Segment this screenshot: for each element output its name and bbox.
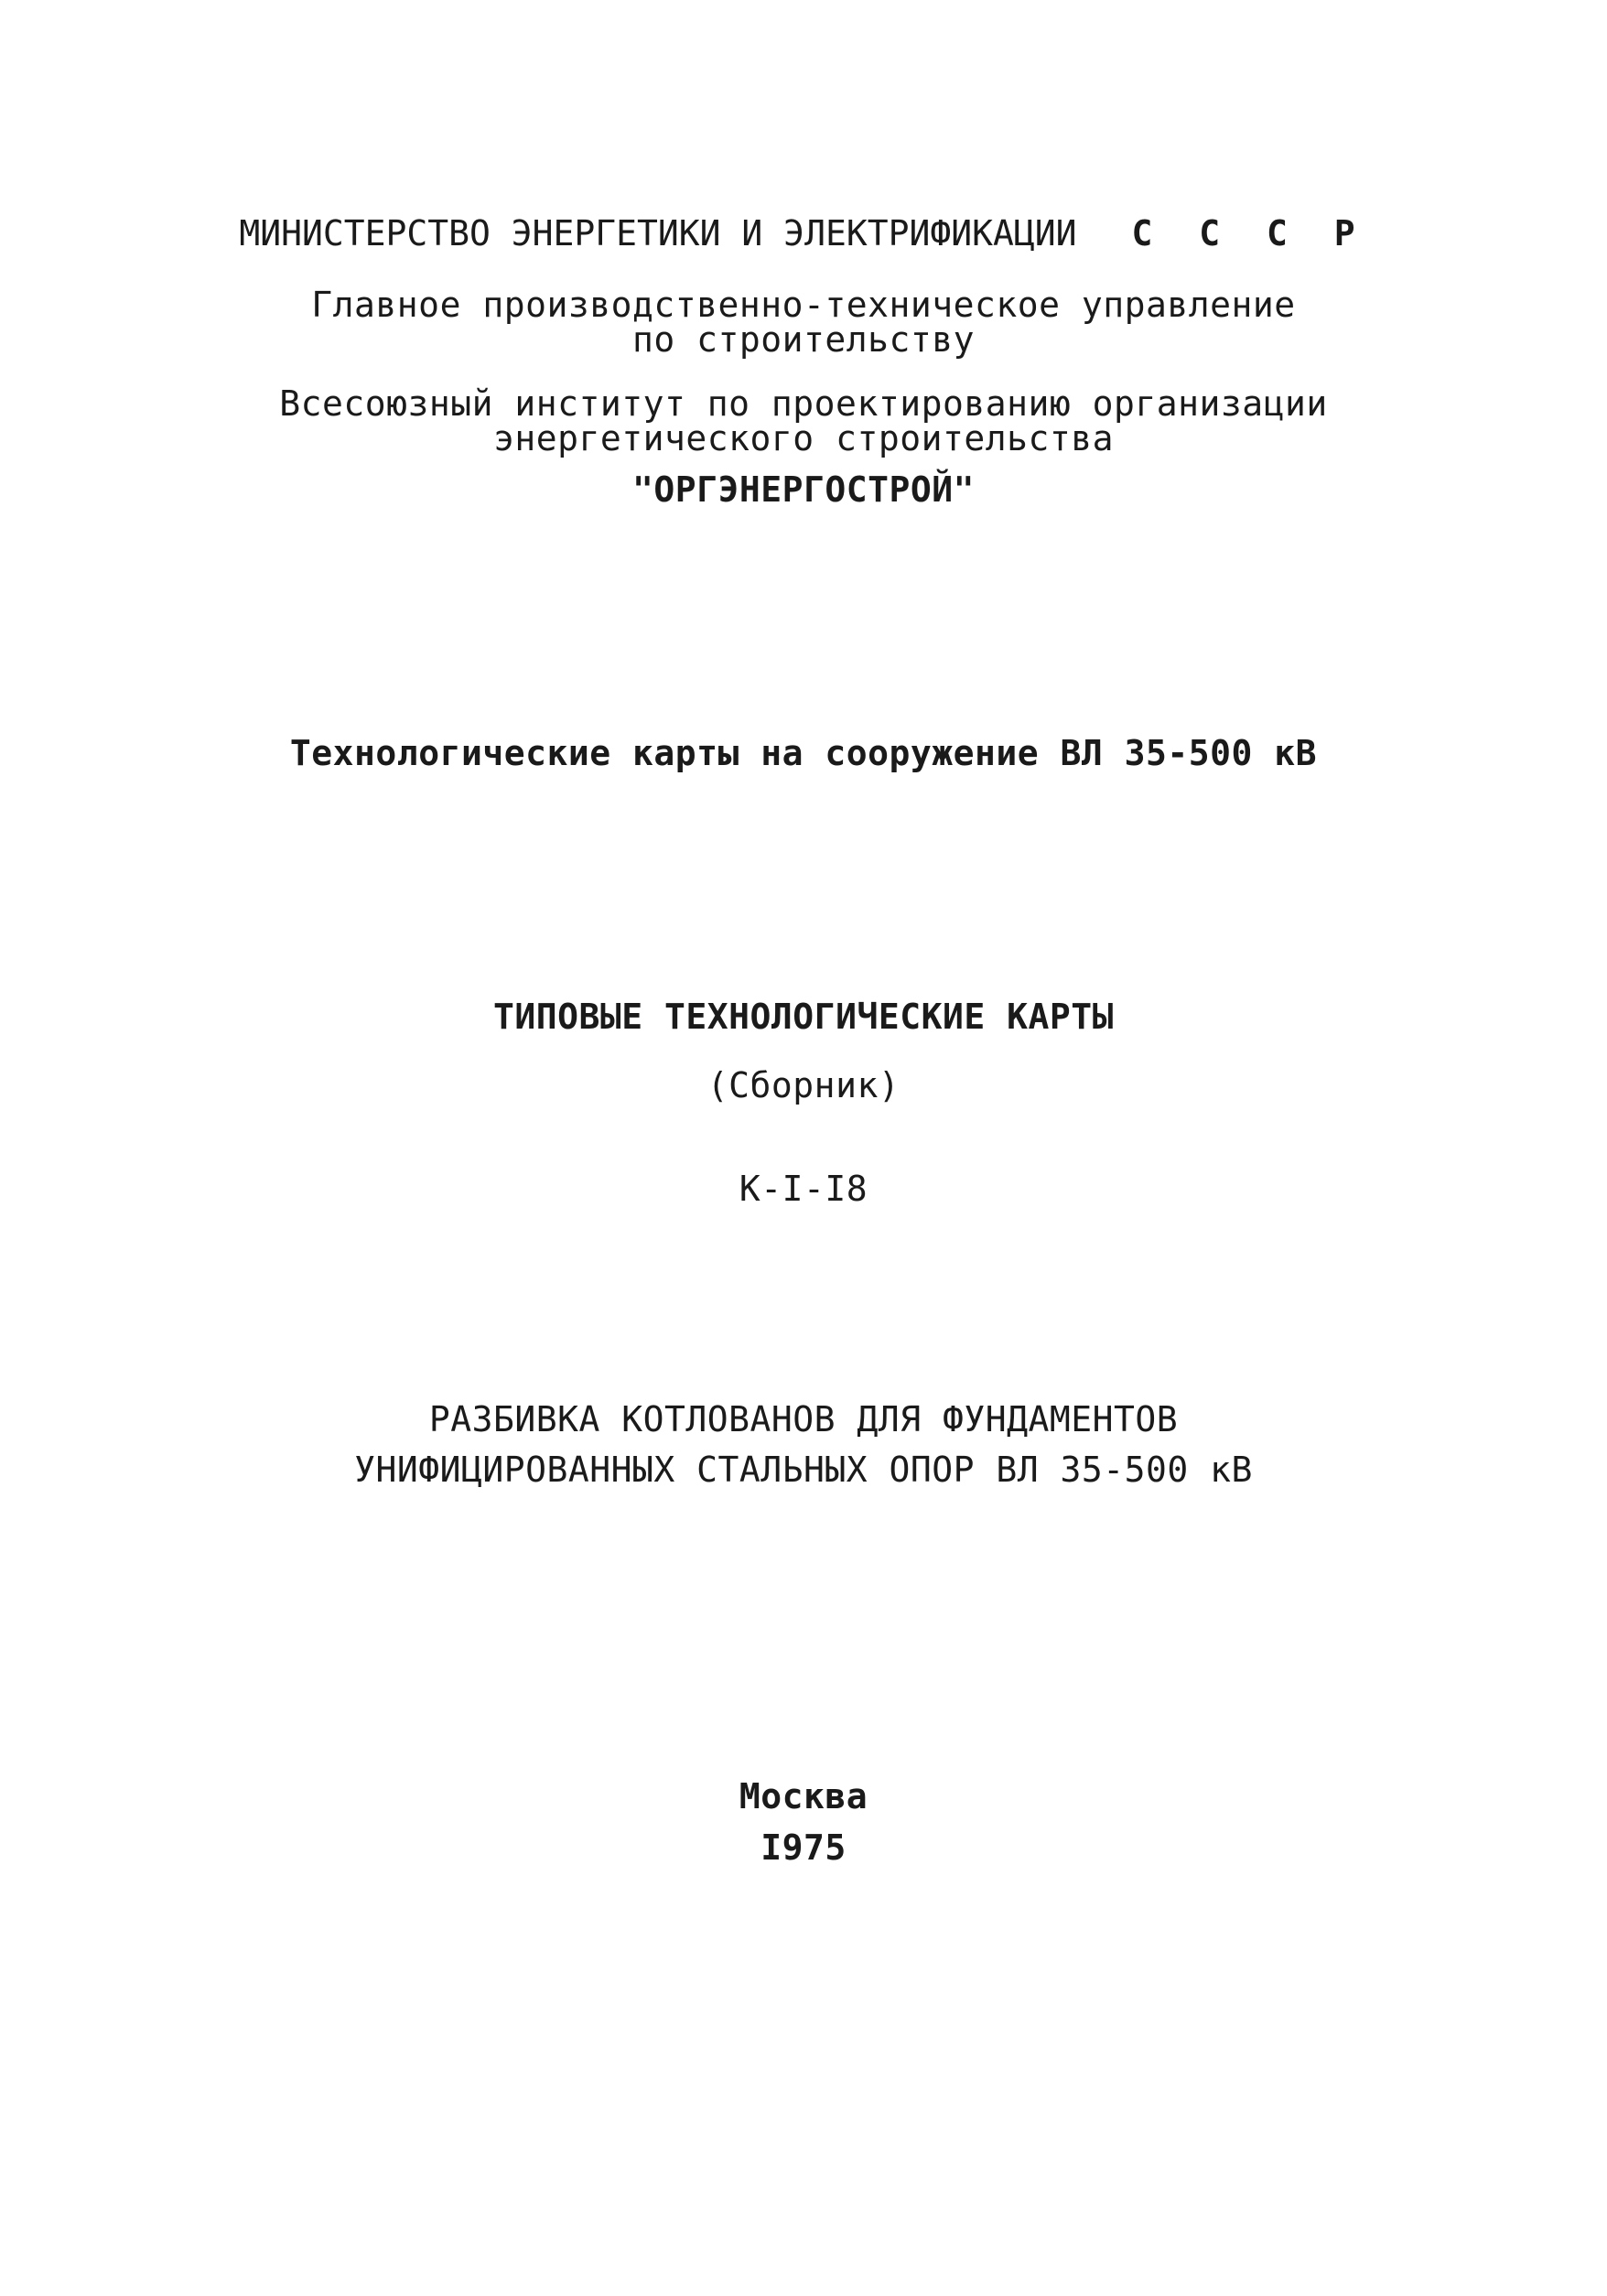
- institute-name: "ОРГЭНЕРГОСТРОЙ": [631, 469, 976, 510]
- document-title-line-1: РАЗБИВКА КОТЛОВАНОВ ДЛЯ ФУНДАМЕНТОВ: [428, 1399, 1179, 1439]
- institute-line-1: Всесоюзный институт по проектированию организации: [279, 383, 1328, 424]
- ministry-name: МИНИСТЕРСТВО ЭНЕРГЕТИКИ И ЭЛЕКТРИФИКАЦИИ: [239, 213, 1077, 253]
- collection-code: К-I-I8: [739, 1169, 868, 1209]
- series-title: Технологические карты на сооружение ВЛ 35-500 кВ: [289, 733, 1318, 773]
- collection-subtitle: (Сборник): [706, 1065, 901, 1105]
- institute-line-2: энергетического строительства: [493, 418, 1114, 458]
- ministry-heading: [0, 213, 1607, 253]
- directorate-line-1: Главное производственно-техническое управление: [311, 285, 1296, 325]
- document-title-line-2: УНИФИЦИРОВАННЫХ СТАЛЬНЫХ ОПОР ВЛ 35-500 кВ: [354, 1450, 1253, 1490]
- country-name: С С С Р: [1131, 213, 1368, 253]
- collection-title: ТИПОВЫЕ ТЕХНОЛОГИЧЕСКИЕ КАРТЫ: [493, 997, 1114, 1037]
- imprint-year: I975: [760, 1827, 847, 1868]
- directorate-line-2: по строительству: [631, 319, 976, 360]
- imprint-city: Москва: [739, 1776, 868, 1816]
